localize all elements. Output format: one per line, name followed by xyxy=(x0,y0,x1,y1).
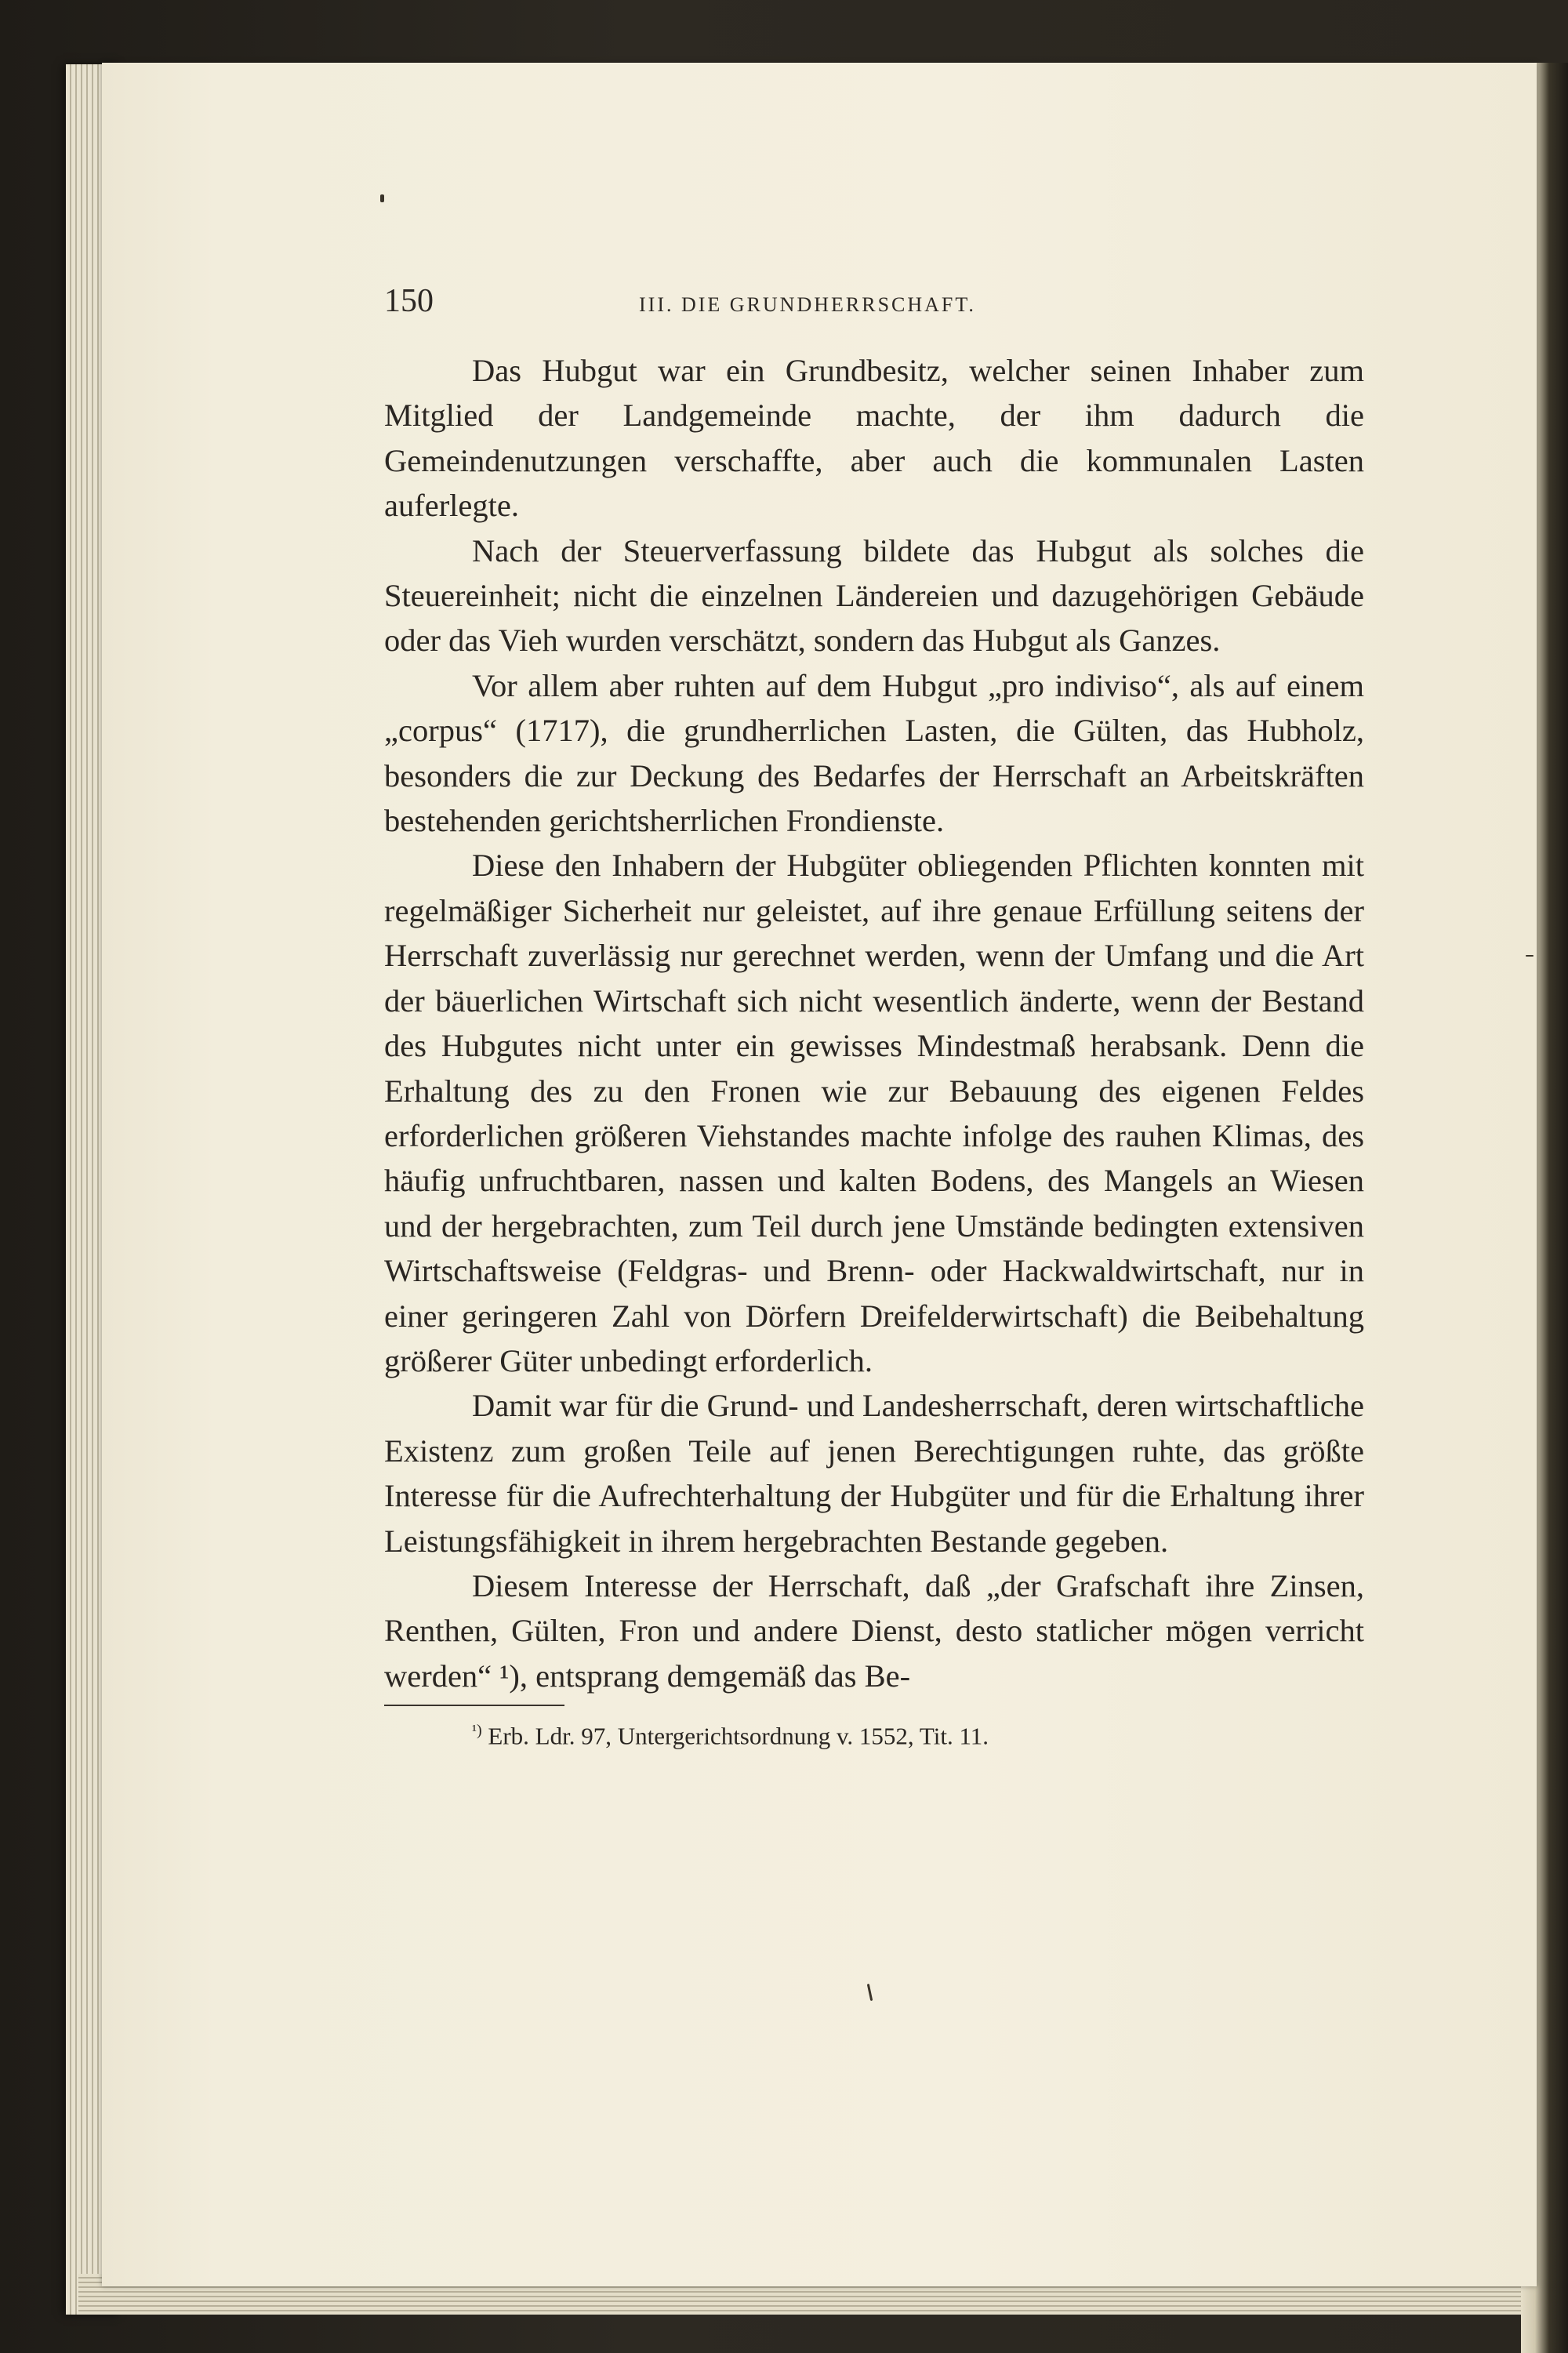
ink-speck xyxy=(1526,955,1534,957)
footnote-marker: ¹) xyxy=(472,1722,482,1740)
paragraph: Das Hubgut war ein Grundbesitz, welcher seinen Inhaber zum Mitglied der Landgemeinde machte, der ihm dadurch die Gemeindenutzungen verschaffte, aber auch die kommunalen Lasten auferlegte. xyxy=(384,353,1364,524)
section-title: III. DIE GRUNDHERRSCHAFT. xyxy=(639,293,976,316)
paragraph: Diese den Inhabern der Hubgüter obliegenden Pflichten konnten mit regelmäßiger Sicherheit nur geleistet, auf ihre genaue Erfüllung seitens der Herrschaft zuverlässig nur gerechnet werden, wenn der Umfang und die Art der bäuerlichen Wirtschaft sich nicht wesentlich änderte, wenn der Bestand des Hubgutes nicht unter ein gewisses Mindestmaß herabsank. Denn die Erhaltung des zu den Fronen wie zur Bebauung des eigenen Feldes erforderlichen größeren Viehstandes machte infolge des rauhen Klimas, des häufig unfruchtbaren, nassen und kalten Bodens, des Mangels an Wiesen und der hergebrachten, zum Teil durch jene Umstände bedingten extensiven Wirtschaftsweise (Feldgras- und Brenn- oder Hackwaldwirtschaft, nur in einer geringeren Zahl von Dörfern Dreifelderwirtschaft) die Beibehaltung größerer Güter unbedingt erforderlich. xyxy=(384,848,1364,1378)
page-content xyxy=(384,282,1364,1753)
ink-speck xyxy=(380,194,384,202)
paragraph: Nach der Steuerverfassung bildete das Hubgut als solches die Steuereinheit; nicht die einzelnen Ländereien und dazugehörigen Gebäude oder das Vieh wurden verschätzt, sondern das Hubgut als Ganzes. xyxy=(384,532,1364,659)
paragraph: Damit war für die Grund- und Landesherrschaft, deren wirtschaftliche Existenz zum großen Teile auf jenen Berechtigungen ruhte, das größte Interesse für die Aufrechterhaltung der Hubgüter und für die Erhaltung ihrer Leistungsfähigkeit in ihrem hergebrachten Bestande gegeben. xyxy=(384,1388,1364,1559)
footnote-divider xyxy=(384,1705,564,1706)
page-number: 150 xyxy=(384,283,434,319)
body-text xyxy=(384,348,1364,1698)
footnote-text: Erb. Ldr. 97, Untergerichtsordnung v. 1552, Tit. 11. xyxy=(488,1722,989,1750)
paragraph: Diesem Interesse der Herrschaft, daß „der Grafschaft ihre Zinsen, Renthen, Gülten, Fron und andere Dienst, desto statlicher mögen verricht werden“ ¹), entsprang demgemäß das Be- xyxy=(384,1567,1364,1694)
paragraph: Vor allem aber ruhten auf dem Hubgut „pro indiviso“, als auf einem „corpus“ (1717), die grundherrlichen Lasten, die Gülten, das Hubholz, besonders die zur Deckung des Bedarfes der Herrschaft an Arbeitskräften bestehenden gerichtsherrlichen Frondienste. xyxy=(384,667,1364,839)
footnote xyxy=(472,1714,1364,1752)
running-head xyxy=(384,282,1364,329)
